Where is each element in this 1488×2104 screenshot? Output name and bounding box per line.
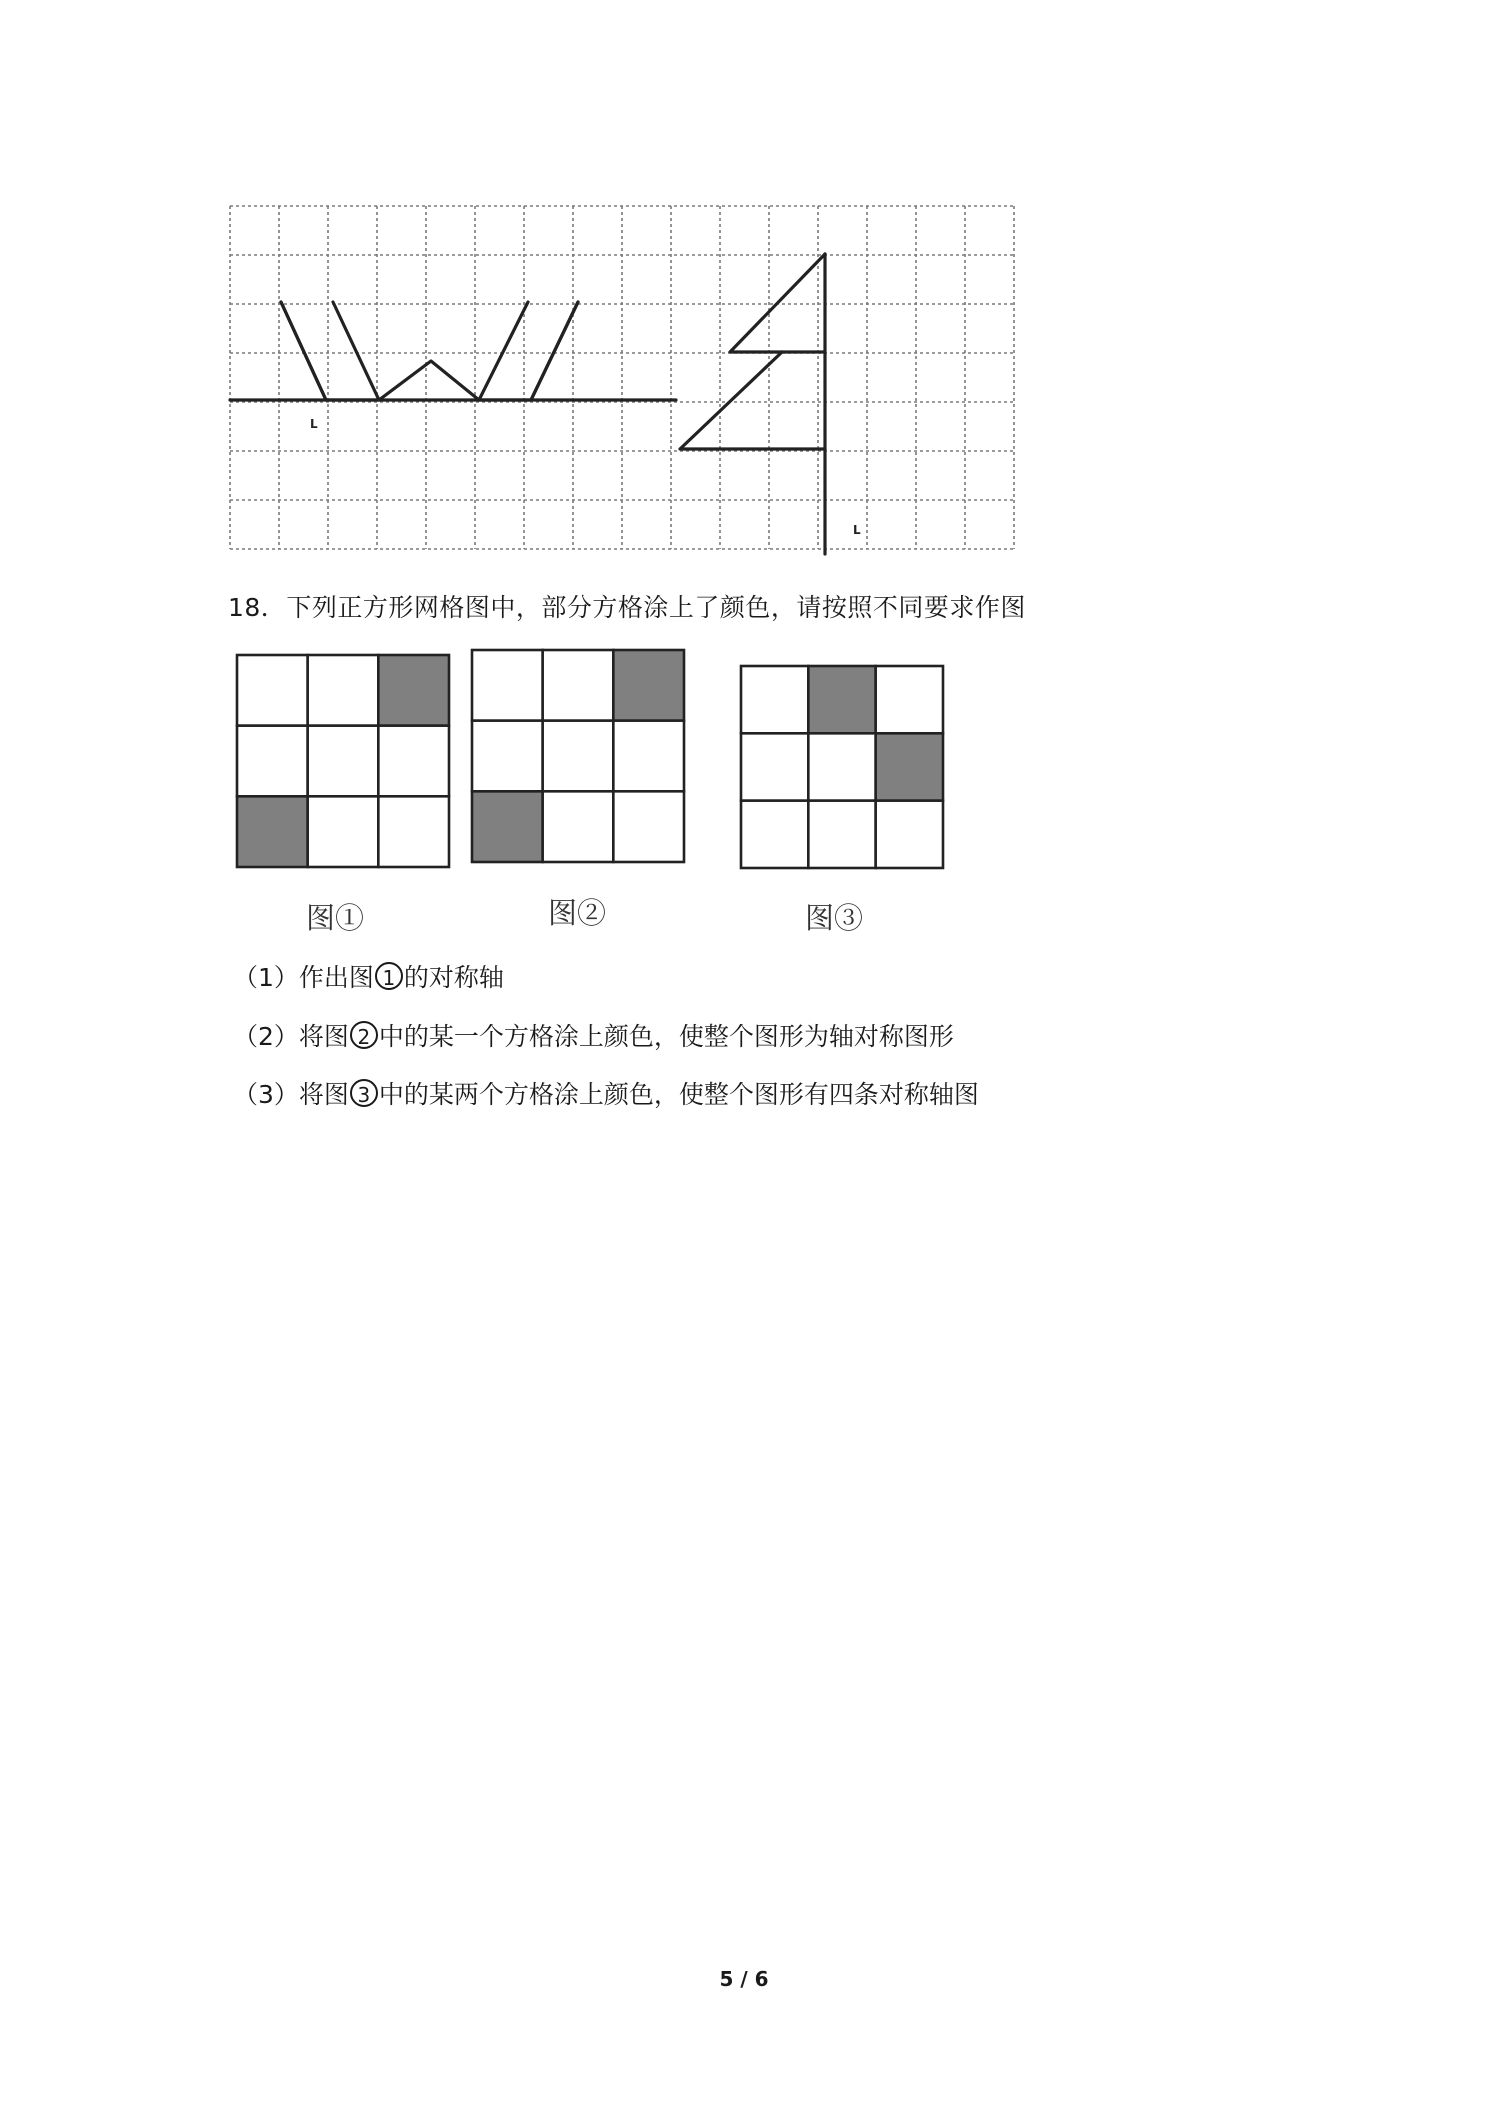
grid-cell <box>613 721 684 792</box>
grid-cell <box>308 796 379 867</box>
grid-cell <box>613 791 684 862</box>
figure-3-label: 图③ <box>805 901 864 935</box>
grid-cell <box>808 801 875 868</box>
w-right-outer <box>479 302 528 400</box>
question-text: 下列正方形网格图中，部分方格涂上了颜色，请按照不同要求作图 <box>286 593 1026 622</box>
grid-cell <box>543 650 614 721</box>
shaded-cell <box>472 791 543 862</box>
grid-cell <box>472 721 543 792</box>
figure-1-grid <box>235 653 451 869</box>
grid-cell <box>741 733 808 800</box>
figure-2-grid <box>470 648 686 864</box>
question-18 <box>228 588 1026 624</box>
tree-shape-lower <box>680 352 825 449</box>
shaded-cell <box>876 733 943 800</box>
shaded-cell <box>237 796 308 867</box>
symmetry-grid-figure <box>228 204 1028 556</box>
subquestion-2: （2）将图 2 中的某一个方格涂上颜色，使整个图形为轴对称图形 <box>233 1022 954 1051</box>
grid-cell <box>543 791 614 862</box>
figure-1-label: 图① <box>306 901 365 935</box>
grid-cell <box>237 726 308 797</box>
grid-cell <box>308 726 379 797</box>
grid-cell <box>237 655 308 726</box>
grid-cell <box>741 666 808 733</box>
grid-cell <box>378 796 449 867</box>
w-left-inner <box>333 302 379 400</box>
grid-cell <box>308 655 379 726</box>
shaded-cell <box>808 666 875 733</box>
grid-cell <box>472 650 543 721</box>
shaded-cell <box>613 650 684 721</box>
grid-cell <box>543 721 614 792</box>
tree-shape <box>730 254 825 352</box>
w-right-inner <box>531 302 578 400</box>
circled-number-2: 2 <box>350 1021 378 1049</box>
axis-label-left: L <box>310 417 318 431</box>
shaded-cell <box>378 655 449 726</box>
subquestion-3: （3）将图 3 中的某两个方格涂上颜色，使整个图形有四条对称轴图 <box>233 1080 979 1109</box>
page-number: 5 / 6 <box>719 1967 769 1991</box>
circled-number-1: 1 <box>375 962 403 990</box>
subquestion-1: （1）作出图 1 的对称轴 <box>233 963 504 992</box>
grid-cell <box>876 801 943 868</box>
figure-2-label: 图② <box>548 896 607 930</box>
figure-3-grid <box>739 664 945 870</box>
grid-cell <box>808 733 875 800</box>
grid-cell <box>876 666 943 733</box>
w-shape <box>281 302 578 400</box>
grid-cell <box>378 726 449 797</box>
circled-number-3: 3 <box>350 1079 378 1107</box>
w-left-outer <box>281 302 326 400</box>
grid-cell <box>741 801 808 868</box>
axis-label-right: L <box>853 523 861 537</box>
question-number: 18． <box>228 593 287 622</box>
